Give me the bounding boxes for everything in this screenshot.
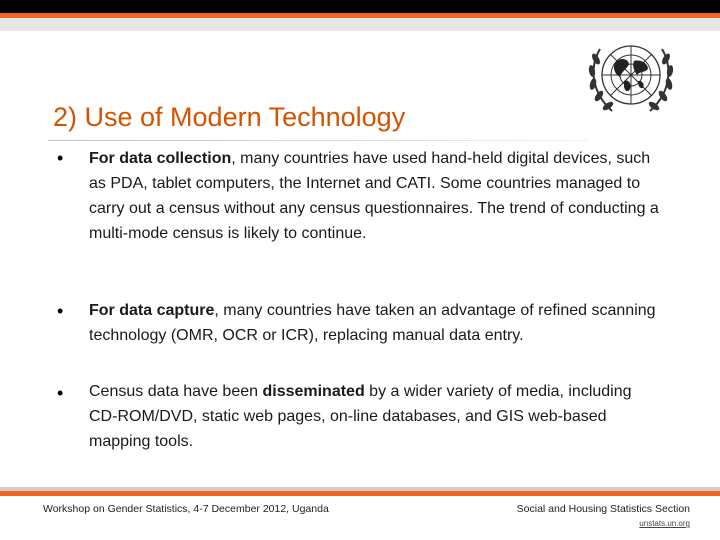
- bullet-text: , many countries have taken an advantage of refined scanning technology (OMR, OCR or ICR), replacing manual data entry.: [89, 302, 656, 344]
- footer-website-link[interactable]: unstats.un.org: [639, 519, 690, 528]
- bullet-dissemination: [89, 379, 664, 454]
- un-emblem-icon: [582, 31, 680, 119]
- slide-title: 2) Use of Modern Technology: [53, 102, 406, 132]
- footer-section-text: Social and Housing Statistics Section: [516, 503, 690, 515]
- bullet-dot-icon: •: [57, 148, 64, 168]
- footer-workshop-text: Workshop on Gender Statistics, 4-7 December 2012, Uganda: [43, 503, 329, 515]
- top-gray-band: [0, 18, 720, 31]
- bullet-dot-icon: •: [57, 383, 64, 403]
- bullet-text-post: by a wider variety of media, including CD-ROM/DVD, static web pages, on-line databases, and GIS web-based mapping tools.: [89, 383, 632, 450]
- bullet-dot-icon: •: [57, 301, 64, 321]
- bullet-data-collection: [89, 146, 664, 246]
- title-divider: [48, 140, 588, 141]
- bullet-bold: disseminated: [262, 383, 365, 400]
- bullet-data-capture: [89, 298, 664, 348]
- bullet-text: , many countries have used hand-held digital devices, such as PDA, tablet computers, the Internet and CATI. Some countries managed to carry out a census without any census questionnaires. The trend of conducting a multi-mode census is likely to continue.: [89, 150, 659, 242]
- footer-orange-band: [0, 491, 720, 496]
- bullet-lead: For data collection: [89, 150, 232, 167]
- bullet-lead: For data capture: [89, 302, 215, 319]
- bullet-text-pre: Census data have been: [89, 383, 263, 400]
- top-black-band: [0, 0, 720, 13]
